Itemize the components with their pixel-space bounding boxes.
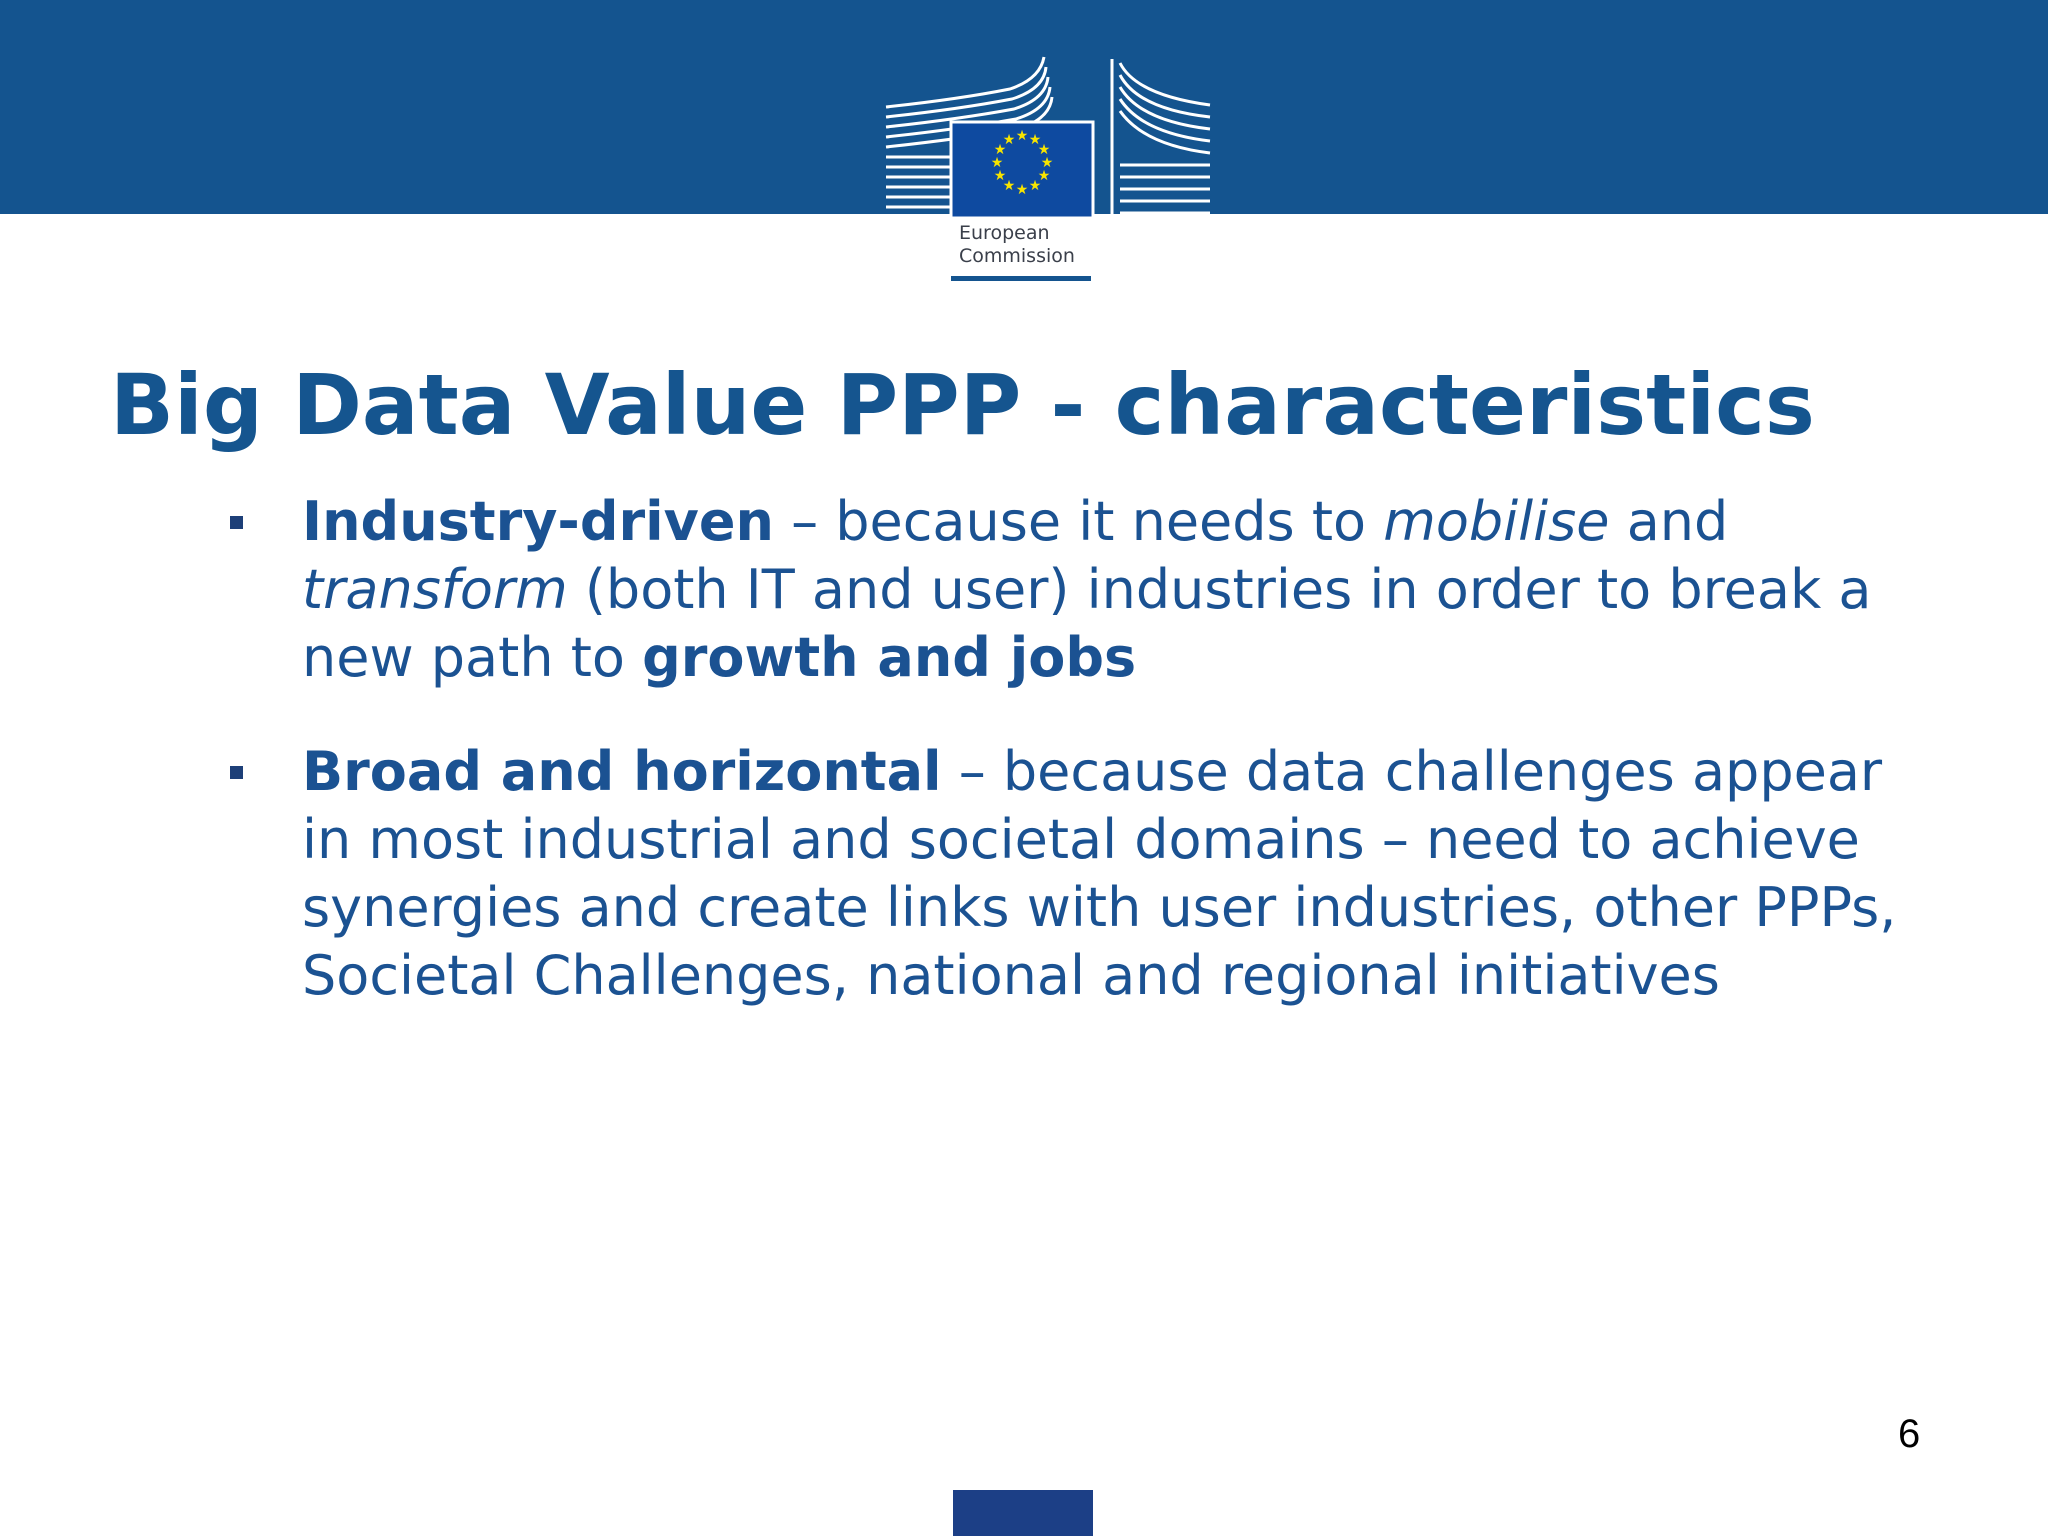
square-bullet-icon bbox=[230, 516, 243, 529]
bullet-text: and bbox=[1609, 490, 1729, 553]
bullet-broad-and-horizontal bbox=[302, 738, 2022, 1010]
footer-tab bbox=[953, 1490, 1093, 1536]
square-bullet-icon bbox=[230, 766, 243, 779]
bullet-line bbox=[302, 942, 2022, 1010]
svg-text:★: ★ bbox=[990, 155, 1004, 171]
bullet-emphasis: mobilise bbox=[1383, 490, 1610, 553]
logo-underline bbox=[951, 276, 1091, 281]
svg-text:★: ★ bbox=[993, 142, 1007, 158]
bullet-line bbox=[302, 488, 2022, 556]
bullet-text: – because data challenges appear bbox=[941, 740, 1883, 803]
bullet-line bbox=[302, 624, 2022, 692]
bullet-text: – because it needs to bbox=[773, 490, 1384, 553]
bullet-emphasis: transform bbox=[302, 558, 568, 621]
bullet-keyword: Broad and horizontal bbox=[302, 740, 942, 803]
svg-text:★: ★ bbox=[1028, 178, 1042, 194]
bullet-keyword: Industry-driven bbox=[302, 490, 774, 553]
bullet-line bbox=[302, 874, 2022, 942]
page-number: 6 bbox=[1898, 1412, 1921, 1456]
svg-text:★: ★ bbox=[1037, 168, 1051, 184]
bullet-text: Societal Challenges, national and regional initiatives bbox=[302, 944, 1720, 1007]
bullet-text: in most industrial and societal domains – need to achieve bbox=[302, 808, 1860, 871]
svg-text:★: ★ bbox=[993, 168, 1007, 184]
logo-wordmark-line2: Commission bbox=[959, 245, 1075, 267]
bullet-line bbox=[302, 738, 2022, 806]
svg-text:★: ★ bbox=[1028, 132, 1042, 148]
logo-wordmark bbox=[959, 222, 1075, 268]
svg-text:★: ★ bbox=[1015, 182, 1029, 198]
bullet-text: synergies and create links with user industries, other PPPs, bbox=[302, 876, 1897, 939]
svg-text:★: ★ bbox=[1040, 155, 1054, 171]
svg-text:★: ★ bbox=[1002, 132, 1016, 148]
bullet-text: (both IT and user) industries in order to break a bbox=[567, 558, 1872, 621]
svg-text:★: ★ bbox=[1002, 178, 1016, 194]
slide-title: Big Data Value PPP - characteristics bbox=[110, 356, 1815, 454]
bullet-line bbox=[302, 556, 2022, 624]
logo-wordmark-line1: European bbox=[959, 222, 1050, 244]
bullet-keyword: growth and jobs bbox=[642, 626, 1137, 689]
bullet-line bbox=[302, 806, 2022, 874]
svg-text:★: ★ bbox=[1037, 142, 1051, 158]
building-right-icon bbox=[1112, 59, 1210, 215]
bullet-industry-driven bbox=[302, 488, 2022, 692]
bullet-list bbox=[302, 488, 2022, 1056]
bullet-text: new path to bbox=[302, 626, 643, 689]
svg-text:★: ★ bbox=[1015, 128, 1029, 144]
